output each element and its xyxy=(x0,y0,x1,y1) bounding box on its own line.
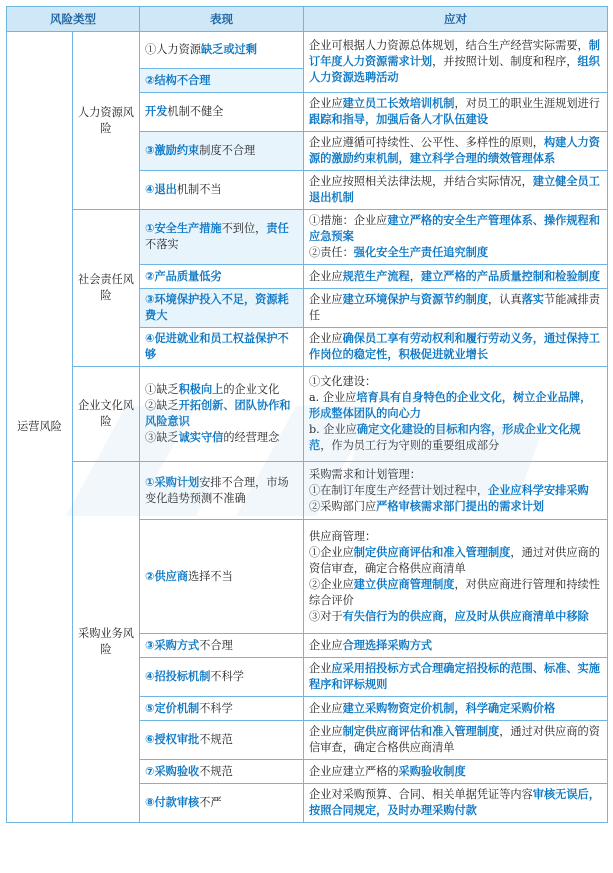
text-line xyxy=(145,732,298,748)
text-line xyxy=(309,331,602,363)
text-line xyxy=(145,221,298,253)
highlight-text: 建立采购物资定价机制，科学确定采购价格 xyxy=(342,701,556,715)
highlight-text: 跟踪和指导，加强后备人才队伍建设 xyxy=(309,113,489,126)
plain-text: ，对供应商进行管理和持续性综合评价 xyxy=(309,577,600,607)
performance-cell xyxy=(140,93,304,132)
plain-text: 不合理 xyxy=(199,638,233,652)
plain-text: 不到位， xyxy=(221,222,267,235)
highlight-text: 建立严格的安全生产管理体系、操作规程和应急预案 xyxy=(309,214,600,243)
header-row xyxy=(7,7,608,32)
performance-cell xyxy=(140,658,304,697)
plain-text: b. 企业应 xyxy=(309,423,357,436)
highlight-text: 建立员工长效培训机制 xyxy=(342,97,455,110)
text-line xyxy=(145,382,298,398)
plain-text: ，对员工的职业生涯规划进行 xyxy=(454,97,600,110)
response-cell xyxy=(304,210,608,265)
highlight-text: 积极向上 xyxy=(178,383,224,396)
plain-text: ②责任： xyxy=(309,246,354,259)
text-line xyxy=(145,795,298,811)
plain-text: a. 企业应 xyxy=(309,391,357,404)
highlight-text: 需求部门提出的需求计划 xyxy=(420,499,544,513)
response-cell xyxy=(304,760,608,784)
highlight-text: 企业应科学安排采购 xyxy=(488,483,589,497)
text-line xyxy=(309,483,602,499)
plain-text: 的企业文化 xyxy=(223,383,280,396)
plain-text: ， xyxy=(409,269,421,283)
plain-text: 制度不合理 xyxy=(199,144,256,157)
plain-text: 不严 xyxy=(199,796,222,809)
response-cell xyxy=(304,328,608,367)
header-risk-type: 风险类型 xyxy=(7,7,140,32)
table-body xyxy=(7,32,608,823)
text-line xyxy=(309,390,602,422)
highlight-text: ⑥授权审批 xyxy=(145,733,200,746)
highlight-text: 建立严格的产品质量控制和检验制度 xyxy=(420,269,600,283)
text-line xyxy=(309,135,602,167)
performance-cell xyxy=(140,289,304,328)
highlight-text: ②供应商 xyxy=(145,569,189,583)
text-line xyxy=(145,475,298,507)
text-line xyxy=(309,467,602,483)
highlight-text: 有失信行为的供应商，应及时从供应商清单中移除 xyxy=(342,609,589,623)
plain-text: 不规范 xyxy=(199,764,233,778)
highlight-text: ③环境保护投入不足，资源耗费大 xyxy=(145,293,289,322)
text-line xyxy=(309,577,602,609)
plain-text: 企业应 xyxy=(309,701,343,715)
response-cell xyxy=(304,32,608,93)
text-line xyxy=(309,245,602,261)
plain-text: 企业应 xyxy=(309,269,343,283)
plain-text: 的经营理念 xyxy=(223,431,280,444)
plain-text: ②缺乏 xyxy=(145,399,179,412)
performance-cell xyxy=(140,210,304,265)
highlight-text: 制定供应商评估和准入管理制度 xyxy=(353,545,511,559)
text-line xyxy=(309,764,602,780)
risk-group-name: 社会责任风险 xyxy=(73,210,140,367)
performance-cell xyxy=(140,69,304,93)
highlight-text: ②结构不合理 xyxy=(145,73,211,87)
response-cell xyxy=(304,132,608,171)
text-line xyxy=(145,669,298,685)
response-cell xyxy=(304,658,608,697)
plain-text: ①措施：企业应 xyxy=(309,214,388,227)
plain-text: 安排不合理，市场变化趋势预测不准确 xyxy=(145,475,289,505)
response-cell xyxy=(304,520,608,634)
plain-text: 企业应 xyxy=(309,293,343,306)
highlight-text: ③ xyxy=(145,144,155,157)
plain-text: 企业对采购预算、合同、相关单据凭证等内容 xyxy=(309,788,533,801)
highlight-text: 采购验收制度 xyxy=(398,764,466,778)
plain-text: ，并按照计划、制度和程序， xyxy=(432,55,578,68)
plain-text: 企业应建立严格的 xyxy=(309,764,399,778)
header-performance: 表现 xyxy=(140,7,304,32)
plain-text: ③对于 xyxy=(309,609,343,623)
highlight-text: ④促进就业和员工权益保护不够 xyxy=(145,332,289,361)
highlight-text: 诚实守信 xyxy=(178,431,224,444)
plain-text: ①企业应 xyxy=(309,545,354,559)
plain-text: 机制不健全 xyxy=(167,105,224,118)
plain-text: ①缺乏 xyxy=(145,383,179,396)
response-cell xyxy=(304,289,608,328)
highlight-text: 确保员工享有劳动权利和履行劳动义务，通过保持工作岗位的稳定性，积极促进就业增长 xyxy=(309,332,600,361)
plain-text: ，通过对供应商的资信审查，确定合格供应商清单 xyxy=(309,545,600,575)
text-line xyxy=(145,73,298,89)
response-cell xyxy=(304,697,608,721)
plain-text: ，通过对供应商的资信审查，确定合格供应商清单 xyxy=(309,725,600,754)
response-cell xyxy=(304,721,608,760)
response-cell xyxy=(304,171,608,210)
plain-text: 选择不当 xyxy=(188,569,233,583)
highlight-text: 建立环境保护与资源节约制度 xyxy=(342,293,489,306)
text-line xyxy=(309,787,602,819)
risk-group-name: 人力资源风险 xyxy=(73,32,140,210)
text-line xyxy=(145,331,298,363)
highlight-text: ①采购计划 xyxy=(145,475,200,489)
level1-category: 运营风险 xyxy=(7,32,73,823)
highlight-text: ⑤定价机制 xyxy=(145,701,200,715)
text-line xyxy=(309,174,602,206)
plain-text: 企业应 xyxy=(309,332,343,345)
response-cell xyxy=(304,367,608,462)
plain-text: ①文化建设： xyxy=(309,375,377,388)
performance-cell xyxy=(140,520,304,634)
performance-cell xyxy=(140,265,304,289)
highlight-text: 开拓创新、团队协作和风险意识 xyxy=(145,399,291,428)
text-line xyxy=(309,638,602,654)
plain-text: 企业 xyxy=(309,662,332,675)
risk-group-name: 企业文化风险 xyxy=(73,367,140,462)
text-line xyxy=(145,638,298,654)
table-row xyxy=(7,32,608,69)
performance-cell xyxy=(140,328,304,367)
performance-cell xyxy=(140,634,304,658)
plain-text: 不科学 xyxy=(199,701,233,715)
text-line xyxy=(309,292,602,324)
response-cell xyxy=(304,93,608,132)
text-line xyxy=(309,96,602,128)
plain-text: 采购需求和计划管理： xyxy=(309,467,421,481)
text-line xyxy=(309,609,602,625)
response-cell xyxy=(304,634,608,658)
highlight-text: ④退出 xyxy=(145,183,177,196)
plain-text: 企业应 xyxy=(309,638,343,652)
text-line xyxy=(309,269,602,285)
text-line xyxy=(309,545,602,577)
table-row xyxy=(7,210,608,265)
plain-text: ，作为员工行为守则的重要组成部分 xyxy=(320,439,500,452)
text-line xyxy=(145,701,298,717)
highlight-text: 开发 xyxy=(145,105,168,118)
text-line xyxy=(145,292,298,324)
response-cell xyxy=(304,265,608,289)
performance-cell xyxy=(140,697,304,721)
risk-table xyxy=(6,6,608,823)
plain-text: ③缺乏 xyxy=(145,431,179,444)
performance-cell xyxy=(140,721,304,760)
text-line xyxy=(309,374,602,390)
highlight-text: 缺乏或过剩 xyxy=(200,43,257,56)
highlight-text: ⑦采购验收 xyxy=(145,764,200,778)
plain-text: 不规范 xyxy=(199,733,233,746)
highlight-text: 应采用招投标方式合理确定招投标的范围、标准、实施程序和评标规则 xyxy=(309,662,600,691)
performance-cell xyxy=(140,171,304,210)
plain-text: ②采购部门应 xyxy=(309,499,377,513)
highlight-text: 责任 xyxy=(266,222,289,235)
performance-cell xyxy=(140,784,304,823)
plain-text: 企业可根据人力资源总体规划，结合生产经营实际需要， xyxy=(309,39,589,52)
performance-cell xyxy=(140,32,304,69)
plain-text: 企业应 xyxy=(309,97,343,110)
plain-text: 机制不当 xyxy=(176,183,222,196)
plain-text: ①在制订年度生产经营计划过程中， xyxy=(309,483,489,497)
text-line xyxy=(145,182,298,198)
text-line xyxy=(145,42,298,58)
text-line xyxy=(145,569,298,585)
highlight-text: 确定文化建设的目标和内容，形成企业文化规范 xyxy=(309,423,581,452)
risk-group-name: 采购业务风险 xyxy=(73,462,140,823)
highlight-text: 培育具有自身特色的企业文化，树立企业品牌，形成整体团队的向心力 xyxy=(309,391,592,420)
highlight-text: ②产品质量低劣 xyxy=(145,269,222,283)
performance-cell xyxy=(140,367,304,462)
plain-text: 不科学 xyxy=(210,670,244,683)
text-line xyxy=(309,422,602,454)
plain-text: 供应商管理： xyxy=(309,529,377,543)
text-line xyxy=(145,104,298,120)
text-line xyxy=(145,398,298,430)
text-line xyxy=(145,143,298,159)
highlight-text: 建立供应商管理制度 xyxy=(353,577,455,591)
text-line xyxy=(309,213,602,245)
table-row xyxy=(7,462,608,520)
plain-text: 不落实 xyxy=(145,238,179,251)
performance-cell xyxy=(140,132,304,171)
highlight-text: 制订年度人力资源需求计划 xyxy=(309,39,600,68)
table-row xyxy=(7,367,608,462)
text-line xyxy=(309,529,602,545)
highlight-text: 审核无误后，按照合同规定，及时办理采购付款 xyxy=(309,788,600,817)
text-line xyxy=(309,724,602,756)
response-cell xyxy=(304,784,608,823)
text-line xyxy=(309,38,602,86)
text-line xyxy=(309,499,602,515)
highlight-text: 构建人力资源的激励约束机制，建立科学合理的绩效管理体系 xyxy=(309,136,600,165)
highlight-text: 建立健全员工退出机制 xyxy=(309,175,600,204)
highlight-text: ⑧付款审核 xyxy=(145,796,200,809)
response-cell xyxy=(304,462,608,520)
text-line xyxy=(309,701,602,717)
plain-text: 企业应按照相关法律法规，并结合实际情况， xyxy=(309,175,533,188)
highlight-text: 制定供应商评估和准入管理制度 xyxy=(342,725,500,738)
plain-text: ，认真 xyxy=(488,293,522,306)
plain-text: 企业应 xyxy=(309,725,343,738)
plain-text: ①人力资源 xyxy=(145,43,201,56)
highlight-text: ③采购方式 xyxy=(145,638,200,652)
risk-table-container xyxy=(6,6,607,823)
highlight-text: 落实 xyxy=(521,293,544,306)
text-line xyxy=(145,269,298,285)
highlight-text: 严格审核 xyxy=(376,499,421,513)
header-response: 应对 xyxy=(304,7,608,32)
performance-cell xyxy=(140,462,304,520)
highlight-text: 强化安全生产责任追究制度 xyxy=(353,246,489,259)
highlight-text: 激励约束 xyxy=(154,144,200,157)
highlight-text: 合理选择采购方式 xyxy=(342,638,433,652)
text-line xyxy=(145,764,298,780)
highlight-text: 规范生产流程 xyxy=(342,269,410,283)
plain-text: ②企业应 xyxy=(309,577,354,591)
plain-text: 节能减排责任 xyxy=(309,293,600,322)
text-line xyxy=(309,661,602,693)
plain-text: 企业应遵循可持续性、公平性、多样性的原则， xyxy=(309,136,544,149)
text-line xyxy=(145,430,298,446)
performance-cell xyxy=(140,760,304,784)
highlight-text: ①安全生产措施 xyxy=(145,222,222,235)
highlight-text: ④招投标机制 xyxy=(145,670,211,683)
highlight-text: 组织人力资源选聘活动 xyxy=(309,55,600,84)
